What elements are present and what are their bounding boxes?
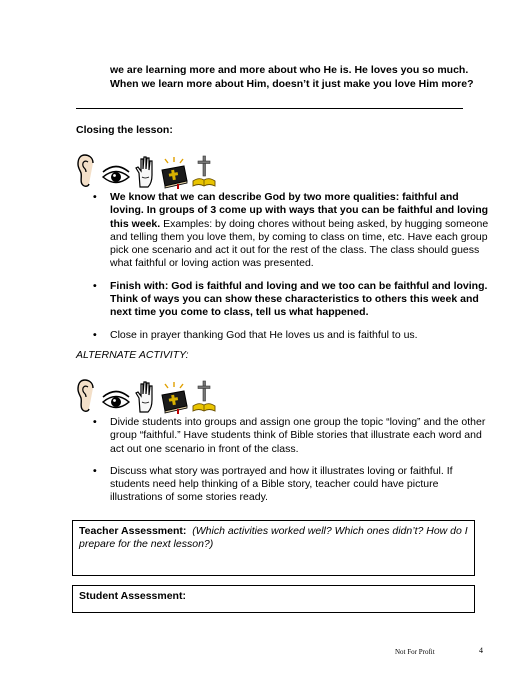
bullet-text: Divide students into groups and assign one group the topic “loving” and the other group “faithful.” Have students think of Bible stories that illustrate each word and act out one scenario in front of the class. <box>110 416 486 455</box>
ear-icon <box>76 378 98 414</box>
bullet-text: Examples: by doing chores without being asked, by hugging someone and telling them you love them, by coming to class on time, etc. Have each group pick one scenario and act it out for the rest of the class. The class should guess what faithful or loving action was presented. <box>110 217 489 270</box>
intro-text <box>110 63 490 91</box>
intro-line-2: When we learn more about Him, doesn’t it just make you love Him more? <box>110 78 474 90</box>
intro-line-1: we are learning more and more about who He is. He loves you so much. <box>110 64 469 76</box>
list-item: • Discuss what story was portrayed and how it illustrates loving or faithful. If students need help thinking of a Bible story, teacher could have picture illustrations of some stories ready. <box>93 464 453 504</box>
bullet-bold-text: We know that we can describe God by two more qualities: faithful and loving. In groups of 3 come up with ways that you can be faithful and loving this week. <box>110 191 489 230</box>
eye-icon <box>101 163 131 189</box>
teacher-assessment-box[interactable] <box>72 520 475 576</box>
eye-icon <box>101 388 131 414</box>
cross-book-icon <box>192 155 216 189</box>
divider-line <box>76 108 463 109</box>
bullet-bold-text: Finish with: God is faithful and loving and we too can be faithful and loving. Think of ways you can show these characteristics to others this week and next time you come to class, tell us what happened. <box>110 279 488 319</box>
ear-icon <box>76 153 98 189</box>
alternate-bullet-list <box>90 416 490 514</box>
bullet-text: Close in prayer thanking God that He loves us and is faithful to us. <box>110 328 418 341</box>
closing-bullet-list <box>90 191 490 351</box>
footer-label: Not For Profit <box>395 648 435 656</box>
sense-icons-row <box>76 378 216 414</box>
bible-icon <box>159 382 189 414</box>
bullet-text: Discuss what story was portrayed and how it illustrates loving or faithful. If students need help thinking of a Bible story, teacher could have picture illustrations of some stories ready. <box>110 464 453 504</box>
section-title-alternate: ALTERNATE ACTIVITY: <box>76 349 189 361</box>
list-item: • Divide students into groups and assign one group the topic “loving” and the other group “faithful.” Have students think of Bible stories that illustrate each word and act out one scenario in front of the class. <box>93 416 486 455</box>
list-item: • Close in prayer thanking God that He loves us and is faithful to us. <box>93 328 418 341</box>
student-assessment-box[interactable] <box>72 585 475 613</box>
sense-icons-row <box>76 153 216 189</box>
cross-book-icon <box>192 380 216 414</box>
bible-icon <box>159 157 189 189</box>
section-title-closing: Closing the lesson: <box>76 124 173 136</box>
teacher-assessment-prompt: (Which activities worked well? Which ones didn’t? How do I prepare for the next lesson?) <box>79 525 468 551</box>
teacher-assessment-label: Teacher Assessment: <box>79 525 187 537</box>
hand-icon <box>134 380 156 414</box>
list-item: • Finish with: God is faithful and loving and we too can be faithful and loving. Think of ways you can show these characteristics to others this week and next time you come to class, tell us what happened. <box>93 279 488 319</box>
hand-icon <box>134 155 156 189</box>
list-item: • We know that we can describe God by two more qualities: faithful and loving. In groups of 3 come up with ways that you can be faithful and loving this week. Examples: by doing chores without being asked, by hugging someone and telling them you love them, by coming to class on time, etc. Have each group pick one scenario and act it out for the rest of the class. The class should guess what faithful or loving action was presented. <box>93 191 489 270</box>
page-number: 4 <box>479 646 483 655</box>
student-assessment-label: Student Assessment: <box>79 590 186 602</box>
